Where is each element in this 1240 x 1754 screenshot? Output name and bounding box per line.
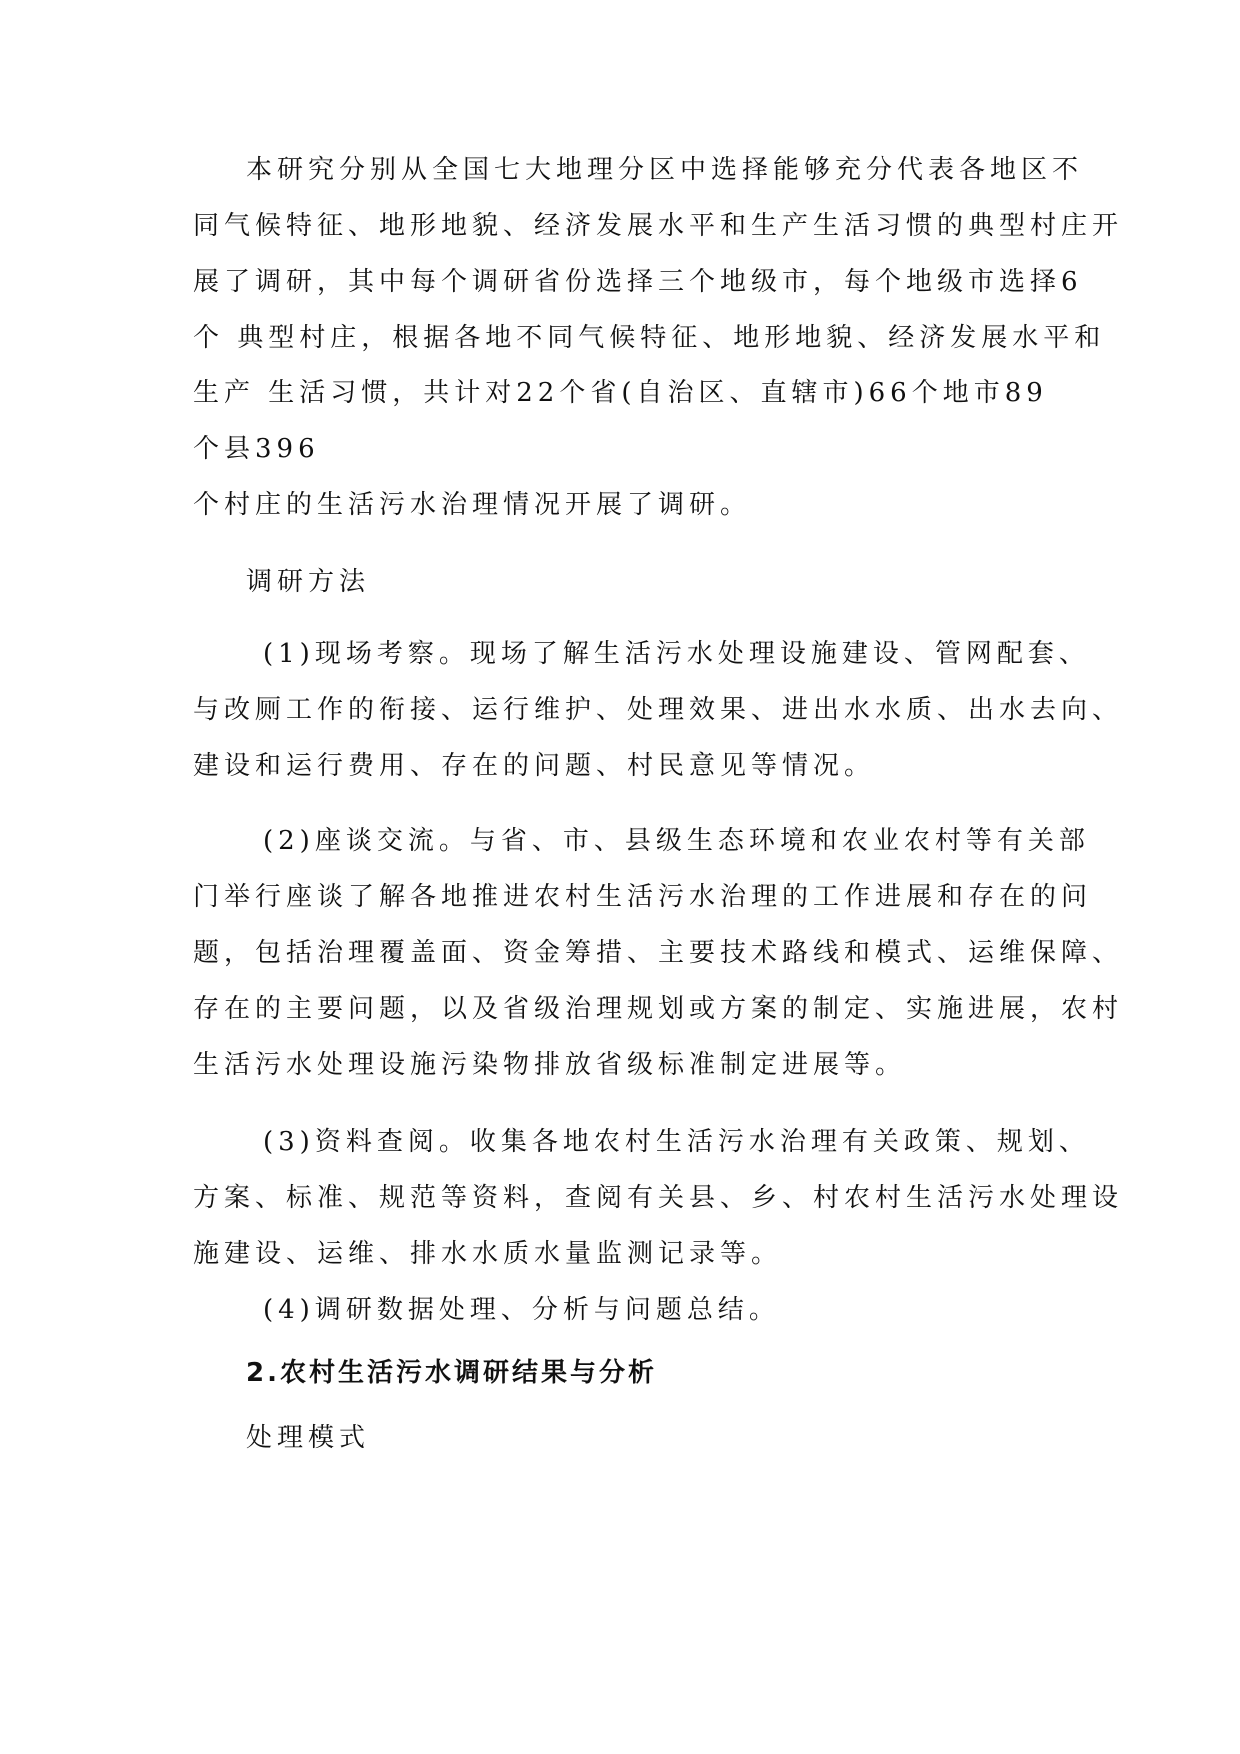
method-1-line-3: 建设和运行费用、存在的问题、村民意见等情况。: [193, 751, 876, 781]
method-3-line-1: (3)资料查阅。收集各地农村生活污水治理有关政策、规划、: [263, 1127, 1090, 1157]
method-1-line-1: (1)现场考察。现场了解生活污水处理设施建设、管网配套、: [263, 639, 1090, 669]
method-2-line-2: 门举行座谈了解各地推进农村生活污水治理的工作进展和存在的问: [193, 882, 1093, 912]
method-4-line: (4)调研数据处理、分析与问题总结。: [263, 1295, 780, 1325]
method-2-line-4: 存在的主要问题，以及省级治理规划或方案的制定、实施进展，农村: [193, 994, 1124, 1024]
intro-line-5: 生产 生活习惯，共计对22个省(自治区、直辖市)66个地市89: [193, 378, 1048, 408]
method-heading: 调研方法: [246, 567, 371, 597]
method-2-line-3: 题，包括治理覆盖面、资金筹措、主要技术路线和模式、运维保障、: [193, 938, 1124, 968]
method-2-line-1: (2)座谈交流。与省、市、县级生态环境和农业农村等有关部: [263, 826, 1090, 856]
intro-line-7: 个村庄的生活污水治理情况开展了调研。: [193, 490, 752, 520]
method-3-line-3: 施建设、运维、排水水质水量监测记录等。: [193, 1239, 783, 1269]
section-2-heading: 2.农村生活污水调研结果与分析: [246, 1358, 657, 1388]
intro-line-1: 本研究分别从全国七大地理分区中选择能够充分代表各地区不: [246, 155, 1084, 185]
method-2-line-5: 生活污水处理设施污染物排放省级标准制定进展等。: [193, 1050, 907, 1080]
method-1-line-2: 与改厕工作的衔接、运行维护、处理效果、进出水水质、出水去向、: [193, 695, 1124, 725]
intro-line-3: 展了调研，其中每个调研省份选择三个地级市，每个地级市选择6: [193, 267, 1083, 297]
intro-line-4: 个 典型村庄，根据各地不同气候特征、地形地貌、经济发展水平和: [193, 323, 1106, 353]
subheading-processing-mode: 处理模式: [246, 1423, 371, 1453]
intro-line-6: 个县396: [193, 434, 320, 464]
method-3-line-2: 方案、标准、规范等资料，查阅有关县、乡、村农村生活污水处理设: [193, 1183, 1124, 1213]
intro-line-2: 同气候特征、地形地貌、经济发展水平和生产生活习惯的典型村庄开: [193, 211, 1124, 241]
